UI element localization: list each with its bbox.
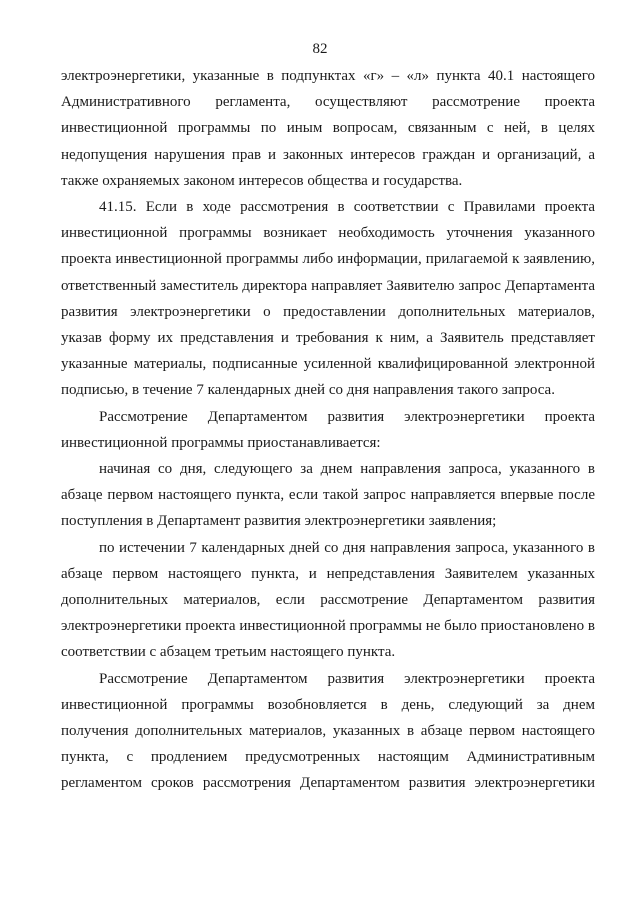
paragraph-41-15: 41.15. Если в ходе рассмотрения в соответствии с Правилами проекта инвестиционной программы возникает необходимость уточнения указанного проекта инвестиционной программы либо информации, прилагаемой к заявлению, ответственный заместитель директора направляет Заявителю запрос Департамента развития электроэнергетики о предоставлении дополнительных материалов, указав форму их представления и требования к ним, а Заявитель представляет указанные материалы, подписанные усиленной квалифицированной электронной подписью, в течение 7 календарных дней со дня направления такого запроса. (61, 199, 595, 399)
paragraph-suspension-intro: Рассмотрение Департаментом развития электроэнергетики проекта инвестиционной программы приостанавливается: (61, 408, 595, 451)
page-number: 82 (312, 41, 328, 57)
paragraph-suspension-case-1: начиная со дня, следующего за днем направления запроса, указанного в абзаце первом настоящего пункта, если такой запрос направляется впервые после поступления в Департамент развития электроэнергетики заявления; (61, 461, 595, 530)
paragraph-suspension-case-2: по истечении 7 календарных дней со дня направления запроса, указанного в абзаце первом настоящего пункта, и непредставления Заявителем указанных дополнительных материалов, если рассмотрение Департаментом развития электроэнергетики проекта инвестиционной программы не было приостановлено в соответствии с абзацем третьим настоящего пункта. (61, 539, 595, 661)
paragraph-continuation: электроэнергетики, указанные в подпунктах «г» – «л» пункта 40.1 настоящего Административного регламента, осуществляют рассмотрение проекта инвестиционной программы по иным вопросам, связанным с ней, в целях недопущения нарушения прав и законных интересов граждан и организаций, а также охраняемых законом интересов общества и государства. (61, 68, 595, 189)
document-body (61, 63, 595, 797)
paragraph-resumption: Рассмотрение Департаментом развития электроэнергетики проекта инвестиционной программы возобновляется в день, следующий за днем получения дополнительных материалов, указанных в абзаце первом настоящего пункта, с продлением предусмотренных настоящим Административным регламентом сроков рассмотрения Департаментом развития электроэнергетики (61, 670, 595, 792)
